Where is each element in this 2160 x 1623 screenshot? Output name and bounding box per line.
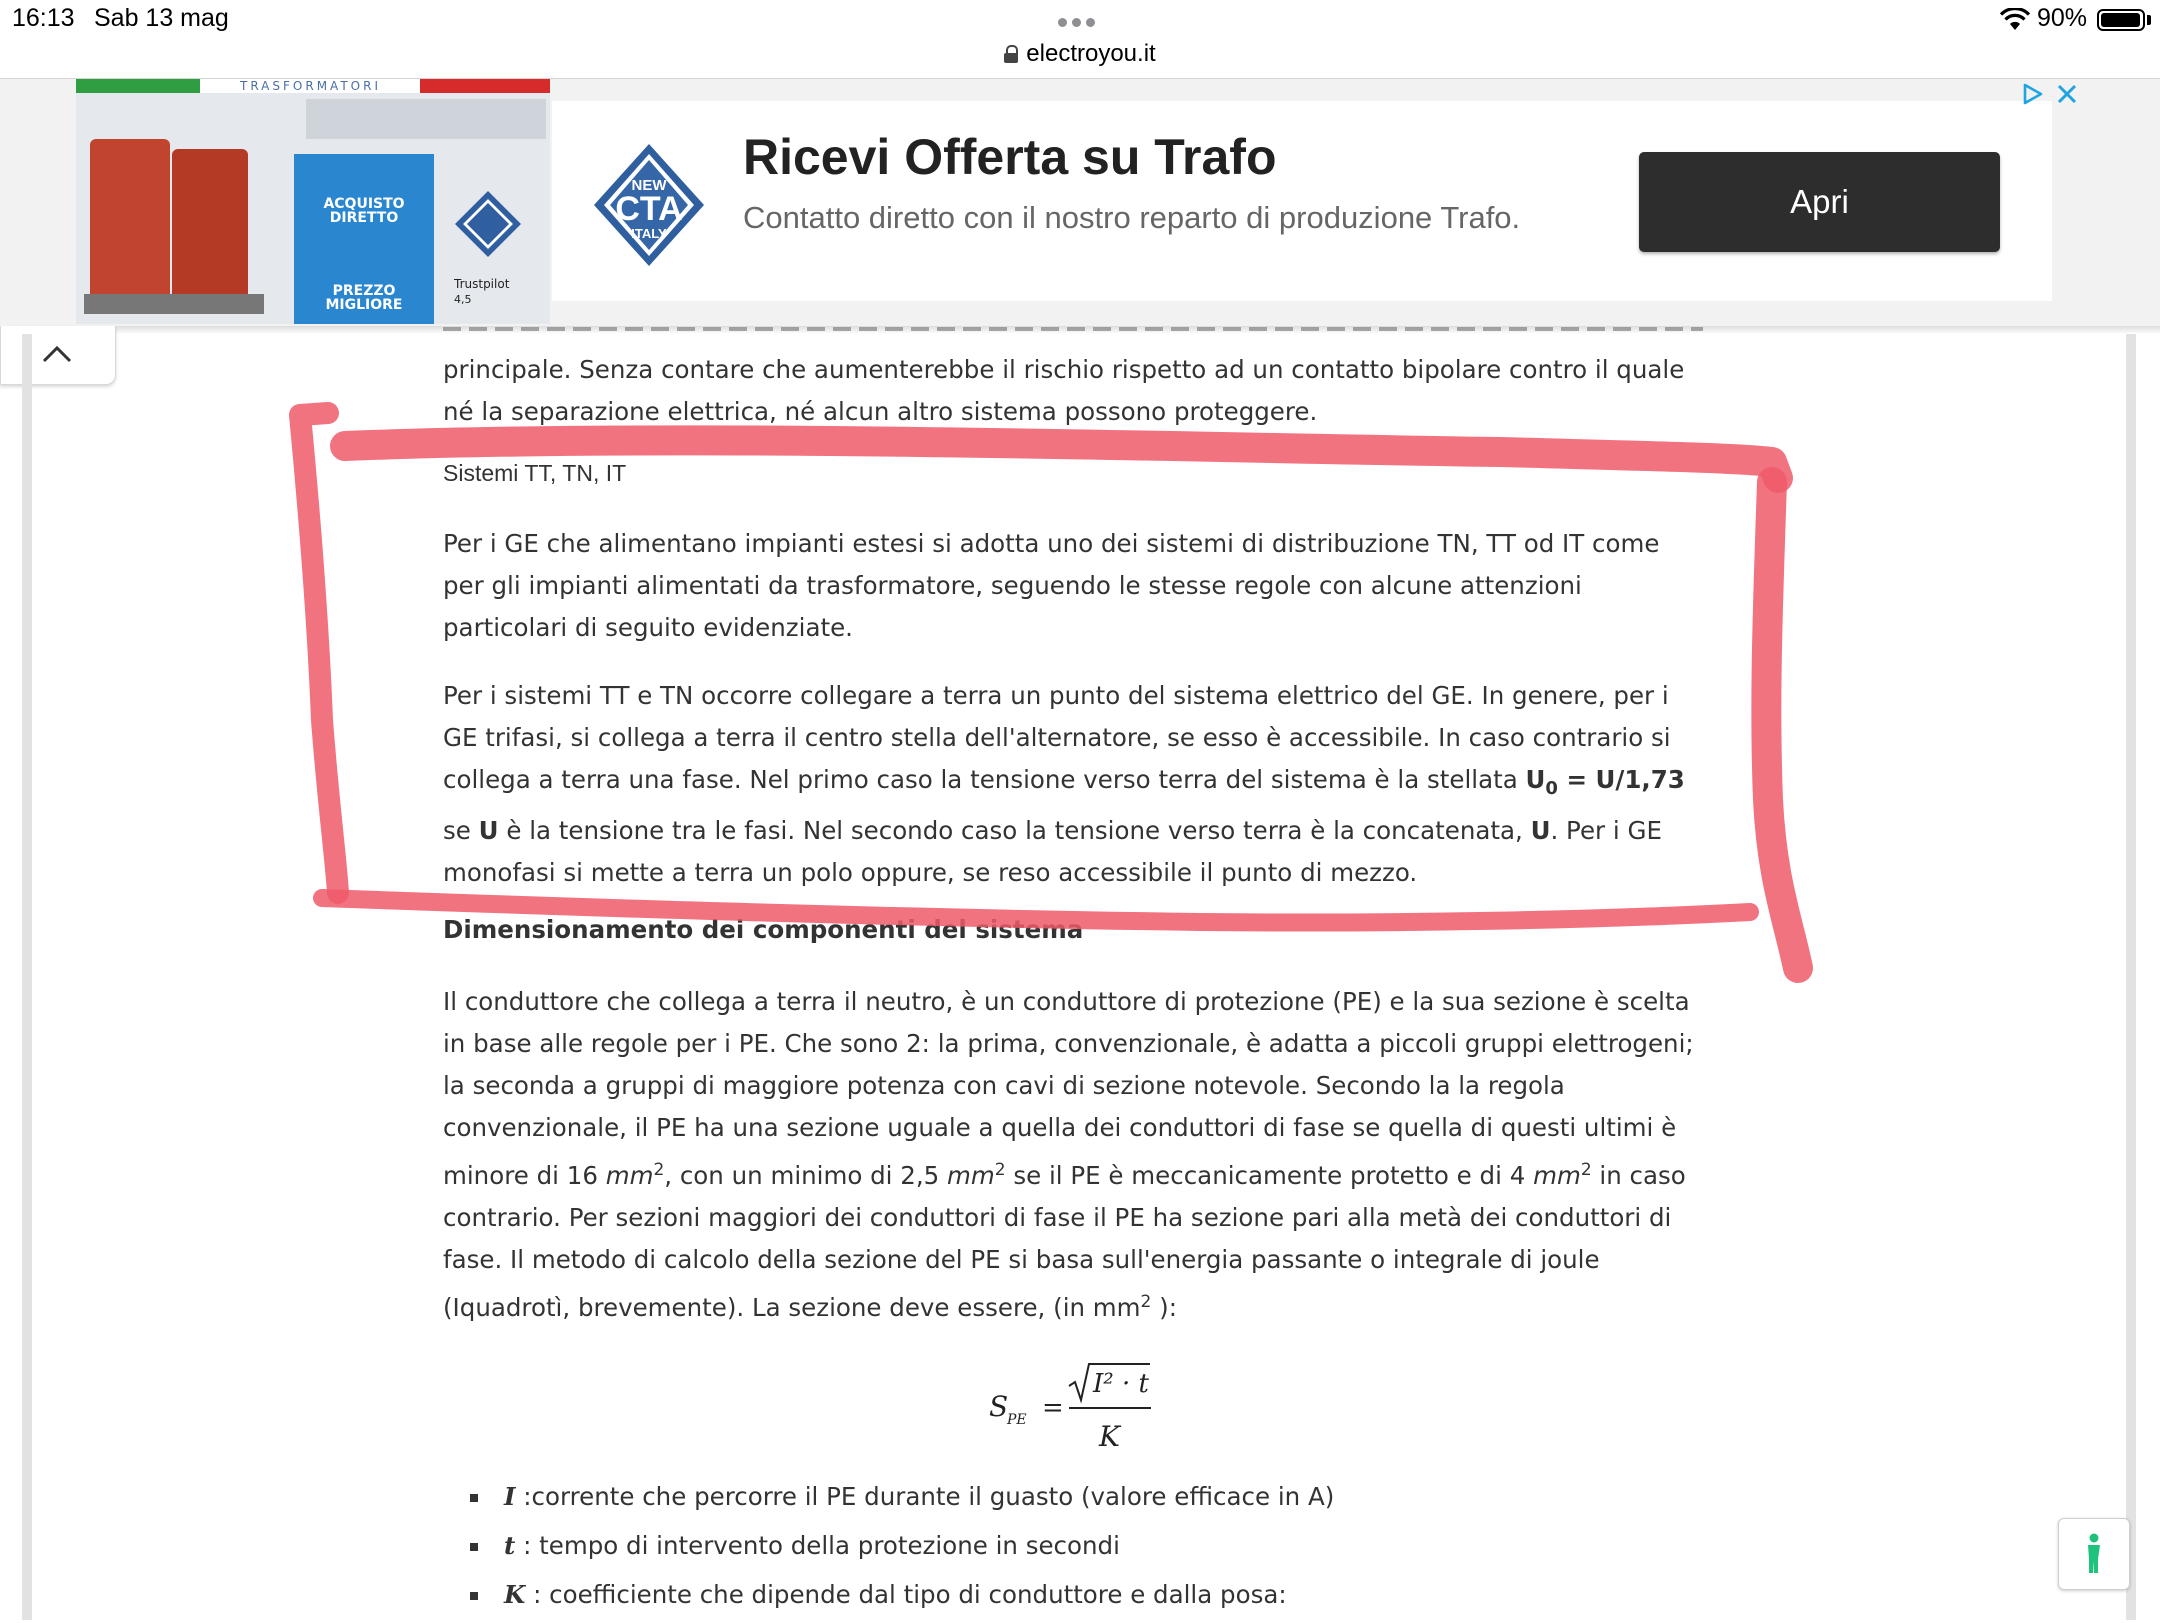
cta-logo bbox=[590, 140, 708, 270]
battery-percent: 90% bbox=[2037, 4, 2088, 32]
multitasking-dots-icon[interactable] bbox=[1058, 12, 1102, 22]
section-heading: Dimensionamento dei componenti del sistema bbox=[443, 915, 1084, 944]
paragraph-distribution-systems: Per i GE che alimentano impianti estesi si adotta uno dei sistemi di distribuzione TN, TT od IT come per gli impianti alimentati da trasformatore, seguendo le stesse regole con alcune attenzioni particolari di seguito evidenziate. bbox=[443, 529, 1660, 642]
trustpilot-label: Trustpilot bbox=[454, 277, 510, 291]
page-frame-left bbox=[22, 334, 32, 1620]
svg-text:=: = bbox=[1042, 1393, 1064, 1423]
accessibility-icon bbox=[2083, 1533, 2105, 1575]
trustpilot-rating: 4,5 bbox=[454, 293, 472, 306]
wifi-icon bbox=[2000, 8, 2030, 32]
svg-text:I² · t: I² · t bbox=[1093, 1369, 1149, 1399]
paragraph-pe-conductor: Il conduttore che collega a terra il neutro, è un conduttore di protezione (PE) e la sua sezione è scelta in base alle regole per i PE. Che sono 2: la prima, convenzionale, è adatta a piccoli gruppi elettrogeni; la seconda a gruppi di maggiore potenza con cavi di sezione notevole. Secondo la la regola convenzionale, il PE ha una sezione uguale a quella dei conduttori di fase se quella di questi ultimi è minore di 16 $mm^2$, con un minimo di 2,5 $mm^2$ se il PE è meccanicamente protetto e di 4 $mm^2$ in caso contrario. Per sezioni maggiori dei conduttori di fase il PE ha sezione pari alla metà dei conduttori di fase. Il metodo di calcolo della sezione del PE si basa sull'energia passante o integrale di joule (Iquadrotì, brevemente). La sezione deve essere, (in $mm^2$ ): bbox=[443, 987, 1694, 1323]
ad-choices-icon[interactable] bbox=[2022, 82, 2044, 106]
pe-section-formula bbox=[985, 1360, 1185, 1455]
url-text[interactable]: electroyou.it bbox=[1026, 40, 1156, 67]
accessibility-button[interactable] bbox=[2058, 1518, 2130, 1590]
svg-text:K: K bbox=[1099, 1420, 1120, 1453]
ad-title[interactable]: Ricevi Offerta su Trafo bbox=[743, 129, 1277, 185]
close-icon[interactable] bbox=[2055, 82, 2079, 106]
list-item: I :corrente che percorre il PE durante il guasto (valore efficace in A) bbox=[470, 1476, 1334, 1525]
ad-panel-text-1: ACQUISTO DIRETTO bbox=[323, 196, 405, 226]
paragraph-intro-line1: principale. Senza contare che aumenterebbe il rischio rispetto ad un contatto bipolare contro il quale bbox=[443, 355, 1685, 384]
cta-logo-italy: ITALY bbox=[631, 226, 667, 241]
page-frame-right bbox=[2126, 334, 2136, 1620]
status-time: 16:13 bbox=[12, 4, 75, 32]
ad-image[interactable] bbox=[76, 79, 550, 324]
status-date: Sab 13 mag bbox=[94, 4, 229, 32]
ad-open-button[interactable]: Apri bbox=[1639, 152, 2000, 252]
chevron-up-icon bbox=[41, 344, 73, 364]
lock-icon bbox=[1004, 45, 1018, 63]
variable-list bbox=[470, 1476, 1334, 1623]
paragraph-tt-tn: Per i sistemi TT e TN occorre collegare a terra un punto del sistema elettrico del GE. In genere, per i GE trifasi, si collega a terra il centro stella dell'alternatore, se esso è accessibile. In caso contrario si collega a terra una fase. Nel primo caso la tensione verso terra del sistema è la stellata $U_0 = U/1,73$ se U è la tensione tra le fasi. Nel secondo caso la tensione verso terra è la concatenata, U. Per i GE monofasi si mette a terra un polo oppure, se reso accessibile il punto di mezzo. bbox=[443, 681, 1685, 887]
list-item: t : tempo di intervento della protezione in secondi bbox=[470, 1525, 1334, 1574]
ad-panel-text-2: PREZZO MIGLIORE bbox=[325, 283, 403, 313]
ad-image-label: TRASFORMATORI bbox=[240, 79, 381, 93]
list-item: K : coefficiente che dipende dal tipo di conduttore e dalla posa: bbox=[470, 1574, 1334, 1623]
collapse-ad-button[interactable] bbox=[0, 326, 116, 385]
svg-text:PE: PE bbox=[1007, 1412, 1027, 1428]
status-bar bbox=[0, 0, 2160, 38]
cta-logo-small bbox=[453, 189, 523, 259]
ad-description[interactable]: Contatto diretto con il nostro reparto di produzione Trafo. bbox=[743, 200, 1521, 235]
cta-logo-new: NEW bbox=[631, 177, 667, 194]
address-bar[interactable] bbox=[0, 38, 2160, 78]
svg-text:S: S bbox=[989, 1390, 1009, 1423]
paragraph-intro-line2: né la separazione elettrica, né alcun altro sistema possono proteggere. bbox=[443, 397, 1318, 426]
section-subheading: Sistemi TT, TN, IT bbox=[443, 460, 627, 486]
cta-logo-cta: CTA bbox=[615, 190, 683, 228]
cut-off-text-line bbox=[443, 323, 1703, 333]
battery-icon bbox=[2097, 9, 2145, 31]
